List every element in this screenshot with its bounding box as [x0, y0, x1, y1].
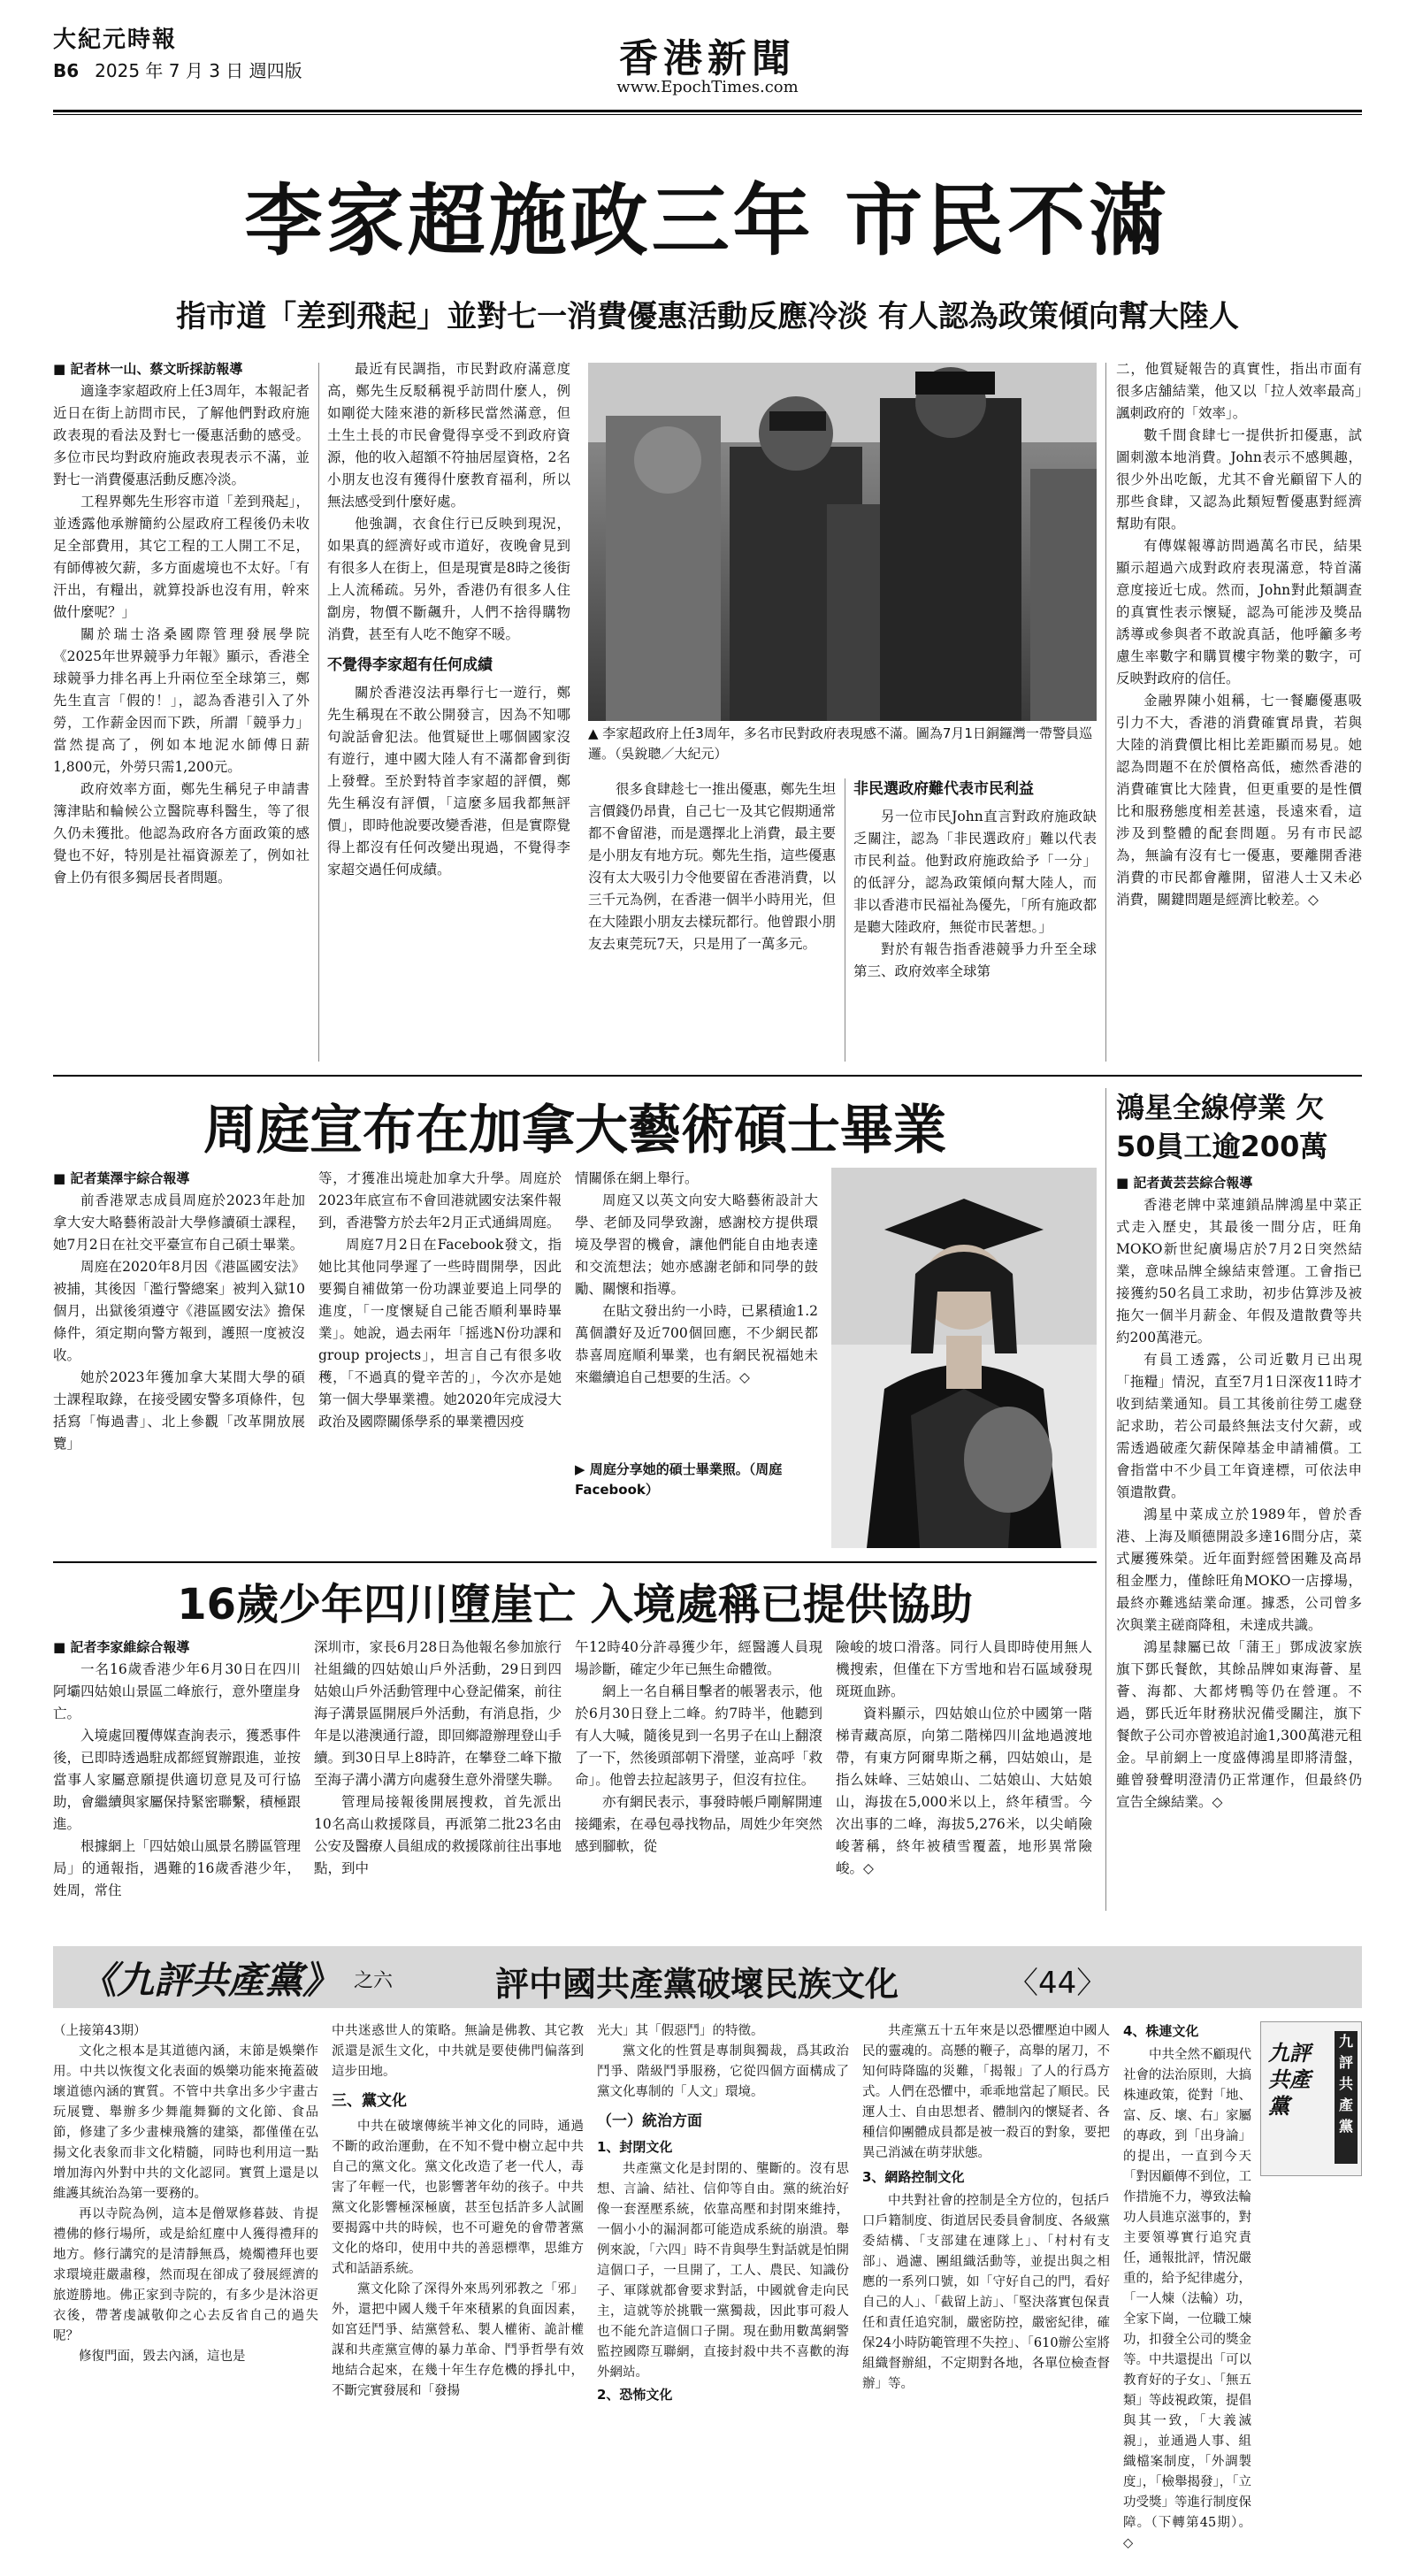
page-number: B6 — [53, 60, 80, 81]
byline: ■ 記者李家維綜合報導 — [53, 1639, 190, 1655]
paragraph: 入境處回覆傳媒查詢表示，獲悉事件後，已即時透過駐成都經貿辦跟進，並按當事人家屬意願提供適切意見及可行協助，會繼續與家屬保持緊密聯繫，積極跟進。 — [53, 1728, 301, 1832]
paragraph: 黨文化的性質是專制與獨裁，爲其政治鬥爭、階級鬥爭服務，它從四個方面構成了黨文化專制的「人文」環境。 — [597, 2044, 849, 2099]
column-divider — [318, 363, 319, 1062]
paragraph: 一名16歲香港少年6月30日在四川阿壩四姑娘山景區二峰旅行，意外墮崖身亡。 — [53, 1661, 301, 1721]
main-col-1 — [53, 358, 310, 1066]
paragraph: 政府效率方面，鄭先生稱兒子申請書簿津貼和輪候公立醫院專科醫生，等了很久仍未獲批。他認為政府各方面政策的感覺也不好，特別是社福資源差了，例如社會上仍有很多獨居長者問題。 — [53, 781, 310, 886]
column-divider — [1105, 363, 1106, 1062]
paragraph: 險峻的坡口滑落。同行人員即時使用無人機搜索，但僅在下方雪地和岩石區域發現斑斑血跡。 — [836, 1639, 1092, 1699]
column-divider — [1105, 1088, 1106, 1911]
main-col-2 — [327, 358, 570, 1066]
paragraph: 最近有民調指，市民對政府滿意度高，鄭先生反駁稱視乎訪問什麼人，例如剛從大陸來港的新移民當然滿意，但土生土長的市民會覺得享受不到政府資源，他的收入超額不符抽居屋資格，2名小朋友也沒有獲得什麼教育福利，所以無法感受到什麼好處。 — [327, 361, 570, 510]
paragraph: 關於香港沒法再舉行七一遊行，鄭先生稱現在不敢公開發言，因為不知哪句說話會犯法。他質疑世上哪個國家沒有遊行，連中國大陸人有不滿都會到街上發聲。至於對特首李家超的評價，鄭先生稱沒有評價，「這麼多屆我都無評價」，即時他說要改變香港，但是實際覺得上都沒有任何改變出現過，不覺得李家超交過任何成績。 — [327, 685, 570, 878]
paragraph: 修復門面，毀去內涵，這也是 — [79, 2350, 246, 2364]
masthead: 大紀元時報 — [53, 27, 178, 53]
graduation-photo — [831, 1168, 1097, 1548]
subheading: 非民選政府難代表市民利益 — [853, 780, 1034, 798]
paragraph: 深圳市，家長6月28日為他報名參加旅行社組織的四姑娘山戶外活動，29日到四姑娘山戶外活動管理中心登記備案，前往海子溝景區開展戶外活動，有消息指，少年是以港澳通行證，即回鄉證辦理登山手續。到30日早上8時許，在攀登二峰下撤至海子溝小溝方向處發生意外滑墜失聯。 — [314, 1639, 562, 1788]
paragraph: 鴻星中菜成立於1989年，曾於香港、上海及順德開設多達16間分店，菜式屢獲殊榮。近年面對經營困難及高昂租金壓力，僅餘旺角MOKO一店撐場，最終亦難逃結業命運。據悉，公司曾多次與業主磋商降租，未達成共識。 — [1116, 1506, 1362, 1633]
series-col-1 — [53, 2021, 318, 2552]
paragraph: 香港老牌中菜連鎖品牌鴻星中菜正式走入歷史，其最後一間分店，旺角MOKO新世紀廣場店於7月2日突然結業，意味品牌全線結束營運。工會指已接獲約50名員工求助，初步估算涉及被拖欠一個半月薪金、年假及遣散費等共約200萬港元。 — [1116, 1197, 1362, 1346]
paragraph: 情關係在網上舉行。 — [575, 1170, 699, 1186]
subheading: 三、黨文化 — [332, 2092, 407, 2110]
paragraph: 周庭又以英文向安大略藝術設計大學、老師及同學致謝，感謝校方提供環境及學習的機會，讓他們能自由地表達和交流想法；她亦感謝老師和同學的鼓勵、關懷和指導。 — [575, 1192, 818, 1297]
paragraph: 有傳媒報導訪問過萬名市民，結果顯示超過六成對政府表現滿意，特首滿意度接近七成。然而，John對此類調查的真實性表示懷疑，認為可能涉及獎品誘導或參與者不敢說真話，他呼籲多考慮生率數字和購買樓宇物業的數字，可反映對政府的信任。 — [1116, 538, 1362, 686]
book-title: 九評共產黨 — [1268, 2040, 1311, 2119]
paragraph: 周庭在2020年8月因《港區國安法》被捕，其後因「濫行警總案」被判入獄10個月，出獄後須遵守《港區國安法》擔保條件，須定期向警方報到，護照一度被沒收。 — [53, 1259, 305, 1363]
main-col-3 — [588, 778, 836, 1066]
photo-caption: ▲ 李家超政府上任3周年，多名市民對政府表現感不滿。圖為7月1日銅鑼灣一帶警員巡邏。（吳銳聰／大紀元） — [588, 725, 1092, 762]
main-headline: 李家超施政三年 市民不滿 — [244, 175, 1171, 266]
byline: ■ 記者林一山、蔡文昕採訪報導 — [53, 361, 243, 377]
paragraph: 數千間食肆七一提供折扣優惠，試圖刺激本地消費。John表示不感興趣，很少外出吃飯，尤其不會光顧留下人的那些食肆，又認為此類短暫優惠對經濟幫助有限。 — [1116, 427, 1362, 532]
graduation-photo-caption: ▶ 周庭分享她的碩士畢業照。（周庭Facebook） — [575, 1461, 783, 1498]
story3-col-1 — [53, 1637, 301, 1911]
section-title: 香港新聞 — [619, 36, 796, 81]
paragraph: 管理局接報後開展搜救，首先派出10名高山救援隊員，再派第二批23名由公安及醫療人員組成的救援隊前往出事地點，到中 — [314, 1794, 562, 1876]
sidebar-headline: 鴻星全線停業 欠50員工逾200萬 — [1116, 1091, 1328, 1163]
item-heading: 2、恐怖文化 — [597, 2387, 673, 2403]
subheading: 不覺得李家超有任何成績 — [327, 656, 493, 674]
series-name: 《九評共產黨》 — [80, 1959, 340, 2002]
book-cover — [1260, 2021, 1362, 2176]
paragraph: 她於2023年獲加拿大某間大學的碩士課程取錄，在接受國安警多項條件，包括寫「悔過書」、北上參觀「改革開放展覽」 — [53, 1369, 305, 1452]
story2-headline: 周庭宣布在加拿大藝術碩士畢業 — [203, 1100, 946, 1162]
paragraph: 網上一名自稱目擊者的帳署表示，他於6月30日登上二峰。約7時半，他聽到有人大喊，隨後見到一名男子在山上翻滾了一下，然後頭部朝下滑墜，並高呼「救命」。他曾去拉起該男子，但沒有拉住。 — [575, 1683, 822, 1788]
story3-headline: 16歲少年四川墮崖亡 入境處稱已提供協助 — [177, 1580, 973, 1629]
story2-col-1 — [53, 1168, 305, 1548]
header-rule — [53, 110, 1362, 115]
paragraph: 前香港眾志成員周庭於2023年赴加拿大安大略藝術設計大學修讀碩士課程，她7月2日在社交平臺宣布自己碩士畢業。 — [53, 1192, 305, 1253]
paragraph: 在貼文發出約一小時，已累積逾1.2萬個讚好及近700個回應，不少網民都恭喜周庭順利畢業，也有網民祝福她未來繼續追自己想要的生活。◇ — [575, 1303, 818, 1385]
paragraph: 二，他質疑報告的真實性，指出市面有很多店舖結業，他又以「拉人效率最高」諷刺政府的「效率」。 — [1116, 361, 1362, 421]
paragraph: 中共在破壞傳統半神文化的同時，通過不斷的政治運動，在不知不覺中樹立起中共自己的黨文化。黨文化改造了老一代人，毒害了年輕一代，也影響著年幼的孩子。中共黨文化影響極深極廣，甚至包括許多人試圖要揭露中共的時候，也不可避免的會帶著黨文化的烙印，使用中共的善惡標準，思維方式和話語系統。 — [332, 2120, 584, 2276]
item-heading: 4、株連文化 — [1123, 2023, 1199, 2039]
subheading: （一）統治方面 — [597, 2112, 702, 2130]
paragraph: 光大」其「假惡鬥」的特徵。 — [597, 2024, 764, 2038]
paragraph: 資料顯示，四姑娘山位於中國第一階梯青藏高原，向第二階梯四川盆地過渡地帶，有東方阿爾卑斯之稱，四姑娘山，是指么妹峰、三姑娘山、二姑娘山、大姑娘山，海拔在5,000米以上，終年積雪。今次出事的二峰，海拔5,276米，以尖峭險峻著稱，終年被積雪覆蓋，地形異常險峻。◇ — [836, 1706, 1092, 1876]
paragraph: 另一位市民John直言對政府施政缺乏關注，認為「非民選政府」難以代表市民利益。他對政府施政給予「一分」的低評分，認為政策傾向幫大陸人，而非以香港市民福祉為優先，「所有施政都是聽大陸政府，無從市民著想。」 — [853, 809, 1097, 935]
main-col-4 — [853, 778, 1097, 1066]
graduation-image — [831, 1168, 1097, 1548]
item-heading: 1、封閉文化 — [597, 2139, 673, 2155]
paragraph: 共產黨文化是封閉的、壟斷的。沒有思想、言論、結社、信仰等自由。黨的統治好像一套溼壓系統，依靠高壓和封閉來維持，一個小小的漏洞都可能造成系統的崩潰。舉例來說，「六四」時不肯與學生對話就是怕開這個口子，一旦開了，工人、農民、知識份子、軍隊就都會要求對話，中國就會走向民主，這就等於挑戰一黨獨裁，因此事可殺人也不能允許這個口子開。現在動用數萬網警監控國際互聯網，直接封殺中共不喜歡的海外網站。 — [597, 2162, 849, 2380]
paragraph: 午12時40分許尋獲少年，經醫護人員現場診斷，確定少年已無生命體徵。 — [575, 1639, 822, 1677]
paragraph: 黨文化除了深得外來馬列邪教之「邪」外，還把中國人幾千年來積累的負面因素，如宮廷鬥爭、結黨營私、製人權術、詭計權謀和共產黨宣傳的暴力革命、鬥爭哲學有效地結合起來，在幾十年生存危機的掙扎中，不斷完實發展和「發揚 — [332, 2282, 584, 2398]
paragraph: （上接第43期） — [53, 2024, 147, 2038]
paragraph: 亦有網民表示，事發時帳戶剛解開連接繩索，在尋包尋找物品，周姓少年突然感到腳軟，從 — [575, 1794, 822, 1854]
paragraph: 等，才獲准出境赴加拿大升學。周庭於2023年底宣布不會回港就國安法案件報到，香港警方於去年2月正式通緝周庭。 — [318, 1170, 562, 1230]
section-divider — [53, 1075, 1362, 1077]
paragraph: 關於瑞士洛桑國際管理發展學院《2025年世界競爭力年報》顯示，香港全球競爭力排名再上升兩位至全球第三，鄭先生直言「假的！」，認為香港引入了外勞，工作薪金因而下跌，所謂「競爭力」當然提高了，例如本地泥水師傅日薪1,800元，外勞只需1,200元。 — [53, 626, 310, 775]
paragraph: 中共迷惑世人的策略。無論是佛教、其它教派還是派生文化，中共就是要使佛門偏落到這步田地。 — [332, 2024, 584, 2079]
story3-col-2 — [314, 1637, 562, 1911]
series-col-5 — [1123, 2021, 1251, 2552]
series-title: 評中國共產黨破壞民族文化 — [495, 1965, 899, 2004]
series-banner — [53, 1946, 1362, 2008]
paragraph: 對於有報告指香港競爭力升至全球第三、政府效率全球第 — [853, 941, 1097, 979]
page-header — [53, 21, 1362, 154]
series-number: 之六 — [354, 1970, 394, 1992]
story2-col-2 — [318, 1168, 562, 1548]
paragraph: 中共全然不顧現代社會的法治原則，大搞株連政策，從對「地、富、反、壞、右」家屬的專政，到「出身論」的提出，一直到今天「對因顧傳不到位，工作措施不力，導致法輪功人員進京滋事的，對主要領導實行追究責任，通報批評，情況嚴重的，給予紀律處分，「一人煉（法輪）功，全家下崗，一位職工煉功，扣發全公司的獎金等。中共還提出「可以教育好的子女」、「無五類」等歧視政策，提倡與其一致，「大義滅親」，並通過人事、組織檔案制度，「外調製度」，「檢舉揭發」，「立功受獎」等進行制度保障。（下轉第45期）。◇ — [1123, 2048, 1251, 2550]
paragraph: 他強調，衣食住行已反映到現況，如果真的經濟好或市道好，夜晚會見到有很多人在街上，但是現實是8時之後街上人流稀疏。另外，香港仍有很多人住劏房，物價不斷飆升，人們不捨得購物消費，甚至有人吃不飽穿不暖。 — [327, 516, 570, 642]
paragraph: 共產黨五十五年來是以恐懼壓迫中國人民的靈魂的。高懸的鞭子，高舉的屠刀，不知何時降臨的災難，「揭報」了人的行爲方式。人們在恐懼中，乖乖地當起了順民。民運人士、自由思想者、體制內的懷疑者、各種信仰團體成員都是被一殺百的對象，要把異己消滅在萌芽狀態。 — [862, 2024, 1110, 2160]
police-patrol-photo — [588, 363, 1097, 721]
main-subhead: 指市道「差到飛起」並對七一消費優惠活動反應冷淡 有人認為政策傾向幫大陸人 — [176, 299, 1239, 334]
paragraph: 適逢李家超政府上任3周年，本報記者近日在街上訪問市民，了解他們對政府施政表現的看法及對七一優惠活動的感受。多位市民均對政府施政表現表示不滿，並對七一消費優惠活動反應冷淡。 — [53, 383, 310, 487]
police-patrol-image — [588, 363, 1097, 721]
paragraph: 周庭7月2日在Facebook發文，指她比其他同學遲了一些時間開學，因此要獨自補做第一份功課並要追上同學的進度，「一度懷疑自己能否順利畢時畢業」。她說，過去兩年「摇逃N份功課和group projects」，坦言自己有很多收穫，「不過真的覺辛苦的」，今次亦是她第一個大學畢業禮。她2020年完成浸大政治及國際關係學系的畢業禮因疫 — [318, 1237, 562, 1430]
paragraph: 再以寺院為例，這本是僧眾修暮鼓、肯提禮佛的修行場所，或是給紅塵中人獲得禮拜的地方。修行講究的是清靜無爲，燒燭禮拜也要求環境莊嚴肅穆，然而現在卻成了發展經濟的旅遊勝地。佛正家到寺院的，有多少是沐浴更衣後，帶著虔誠敬仰之心去反省自己的過失呢？ — [53, 2207, 318, 2343]
story3-col-3 — [575, 1637, 822, 1911]
section-divider — [53, 1561, 1097, 1563]
sidebar-body — [1116, 1172, 1362, 1911]
paragraph: 文化之根本是其道德內涵，末節是娛樂作用。中共以恢復文化表面的娛樂功能來掩蓋破壞道德內涵的實質。不管中共拿出多少宇畫古玩展覽、舉辦多少舞龍舞獅的文化節、食品節，修建了多少畫棟飛簷的建築，都僅僅在弘揚文化表象而非文化精髓，同時也利用這一點增加海內外對中共的文化認同。實質上還是以維護其統治為第一要務的。 — [53, 2044, 318, 2201]
paragraph: 很多食肆趁七一推出優惠，鄭先生坦言價錢仍昂貴，自己七一及其它假期通常都不會留港，而是選擇北上消費，最主要是小朋友有地方玩。鄭先生指，這些優惠沒有太大吸引力令他要留在香港消費，以三千元為例，在香港一個半小時用光，但在大陸跟小朋友去樣玩都行。他曾跟小朋友去東莞玩7天，只是用了一萬多元。 — [588, 781, 836, 952]
story2-col-3 — [575, 1168, 818, 1451]
paragraph: 工程界鄭先生形容市道「差到飛起」，並透露他承辦簡約公屋政府工程後仍未收足全部費用，其它工程的工人開工不足，有師傅被欠薪，多方面處境也不太好。「有汗出，有糧出，就算投訴也沒有用，幹來做什麼呢？」 — [53, 494, 310, 620]
item-heading: 3、網路控制文化 — [862, 2169, 965, 2185]
series-part: 〈44〉 — [1008, 1966, 1107, 2001]
section-url: www.EpochTimes.com — [616, 78, 799, 96]
series-col-4 — [862, 2021, 1110, 2552]
series-col-3 — [597, 2021, 849, 2552]
paragraph: 根據網上「四姑娘山風景名勝區管理局」的通報指，遇難的16歲香港少年，姓周，常住 — [53, 1838, 301, 1898]
story3-col-4 — [836, 1637, 1092, 1911]
byline: ■ 記者黃芸芸綜合報導 — [1116, 1175, 1253, 1191]
series-col-2 — [332, 2021, 584, 2552]
issue-date: 2025 年 7 月 3 日 週四版 — [95, 60, 302, 81]
book-spine: 九評共產黨 — [1335, 2031, 1358, 2164]
paragraph: 中共對社會的控制是全方位的，包括戶口戶籍制度、街道居民委員會制度、各級黨委結構、「支部建在連隊上」、「村村有支部」、過濾、團組織活動等，並提出與之相應的一系列口號，如「守好自己的門，看好自己的人」、「截留上訪」、「堅決落實包保責任和責任追究制，嚴密防控，嚴密紀律，確保24小時防範管理不失控」、「610辦公室將組織督辦組，不定期對各地，各單位檢查督辦」等。 — [862, 2194, 1110, 2391]
paragraph: 有員工透露，公司近數月已出現「拖糧」情況，直至7月1日深夜11時才收到結業通知。員工其後前往勞工處登記求助，若公司最終無法支付欠薪，或需透過破產欠薪保障基金申請補償。工會指當中不少員工年資達標，可依法申領遣散費。 — [1116, 1352, 1362, 1500]
main-col-5 — [1116, 358, 1362, 1066]
paragraph: 鴻星隸屬已故「蒲王」鄧成波家族旗下鄧氏餐飲，其餘品牌如東海薈、星薈、海都、大都烤鴨等仍在營運。不過，鄧氏近年財務狀況備受關注，旗下餐飲子公司亦曾被追討逾1,300萬港元租金。早前網上一度盛傳鴻星即將清盤，雖曾發聲明澄清仍正常運作，但最終仍宣告全線結業。◇ — [1116, 1639, 1362, 1810]
paragraph: 金融界陳小姐稱，七一餐廳優惠吸引力不大，香港的消費確實昂貴，若與大陸的消費價比相比差距顯而易見。她認為問題不在於價格高低，癒然香港的消費確實比大陸貴，但更重要的是性價比和服務態度相差甚遠，長遠來看，這涉及到整體的配套問題。另有市民認為，無論有沒有七一優惠，要離開香港消費的市民都會離開，留港人士又未必消費，關鍵問題是經濟比較差。◇ — [1116, 693, 1362, 908]
byline: ■ 記者葉澤宇綜合報導 — [53, 1170, 190, 1186]
